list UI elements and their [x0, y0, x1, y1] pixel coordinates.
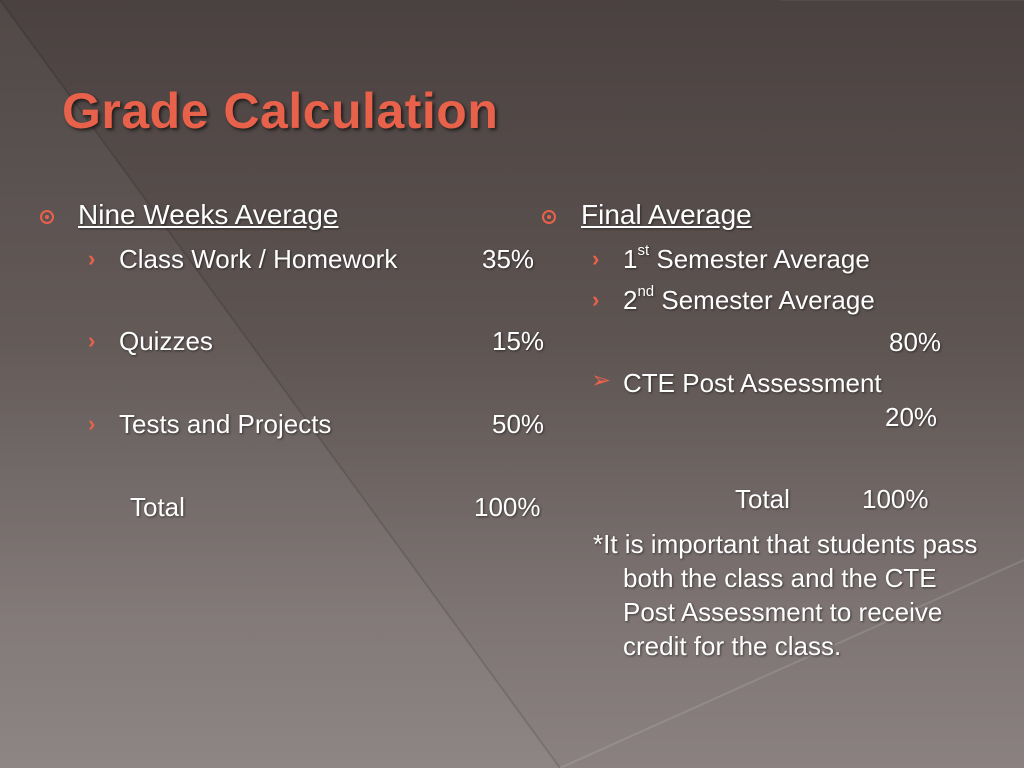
left-item-label: Class Work / Homework: [119, 244, 398, 274]
semester-2-text: Semester Average: [654, 285, 875, 315]
semester-1-suffix: st: [637, 242, 650, 259]
semester-2-number: 2: [623, 285, 638, 315]
chevron-right-icon: ›: [592, 287, 600, 312]
left-item-value: 15%: [492, 326, 545, 356]
cte-value: 20%: [885, 402, 938, 432]
semester-1-text: Semester Average: [649, 244, 870, 274]
left-heading: Nine Weeks Average: [78, 199, 339, 230]
semester-2-suffix: nd: [637, 283, 655, 300]
right-heading: Final Average: [581, 199, 752, 230]
semester-1-item: [623, 244, 870, 275]
chevron-right-icon: ›: [88, 411, 96, 436]
left-total-label: Total: [130, 492, 185, 522]
left-item-value: 35%: [482, 244, 535, 274]
circle-dot-icon: [542, 210, 556, 224]
semester-value: 80%: [889, 327, 942, 357]
chevron-right-icon: ›: [88, 246, 96, 271]
cte-label: CTE Post Assessment: [623, 368, 882, 398]
slide-title: Grade Calculation: [62, 83, 499, 139]
left-item-label: Tests and Projects: [119, 409, 332, 439]
chevron-right-icon: ›: [592, 246, 600, 271]
arrow-right-icon: ➢: [591, 367, 612, 394]
left-total-value: 100%: [474, 492, 541, 522]
right-total-value: 100%: [862, 484, 929, 514]
left-item-value: 50%: [492, 409, 545, 439]
left-item-label: Quizzes: [119, 326, 213, 356]
semester-2-item: [623, 285, 875, 316]
chevron-right-icon: ›: [88, 328, 96, 353]
right-total-label: Total: [735, 484, 790, 514]
semester-1-number: 1: [623, 244, 638, 274]
important-note: *It is important that students pass both the class and the CTE Post Assessment to receive credit for the class.: [593, 529, 978, 661]
circle-dot-icon: [40, 210, 54, 224]
